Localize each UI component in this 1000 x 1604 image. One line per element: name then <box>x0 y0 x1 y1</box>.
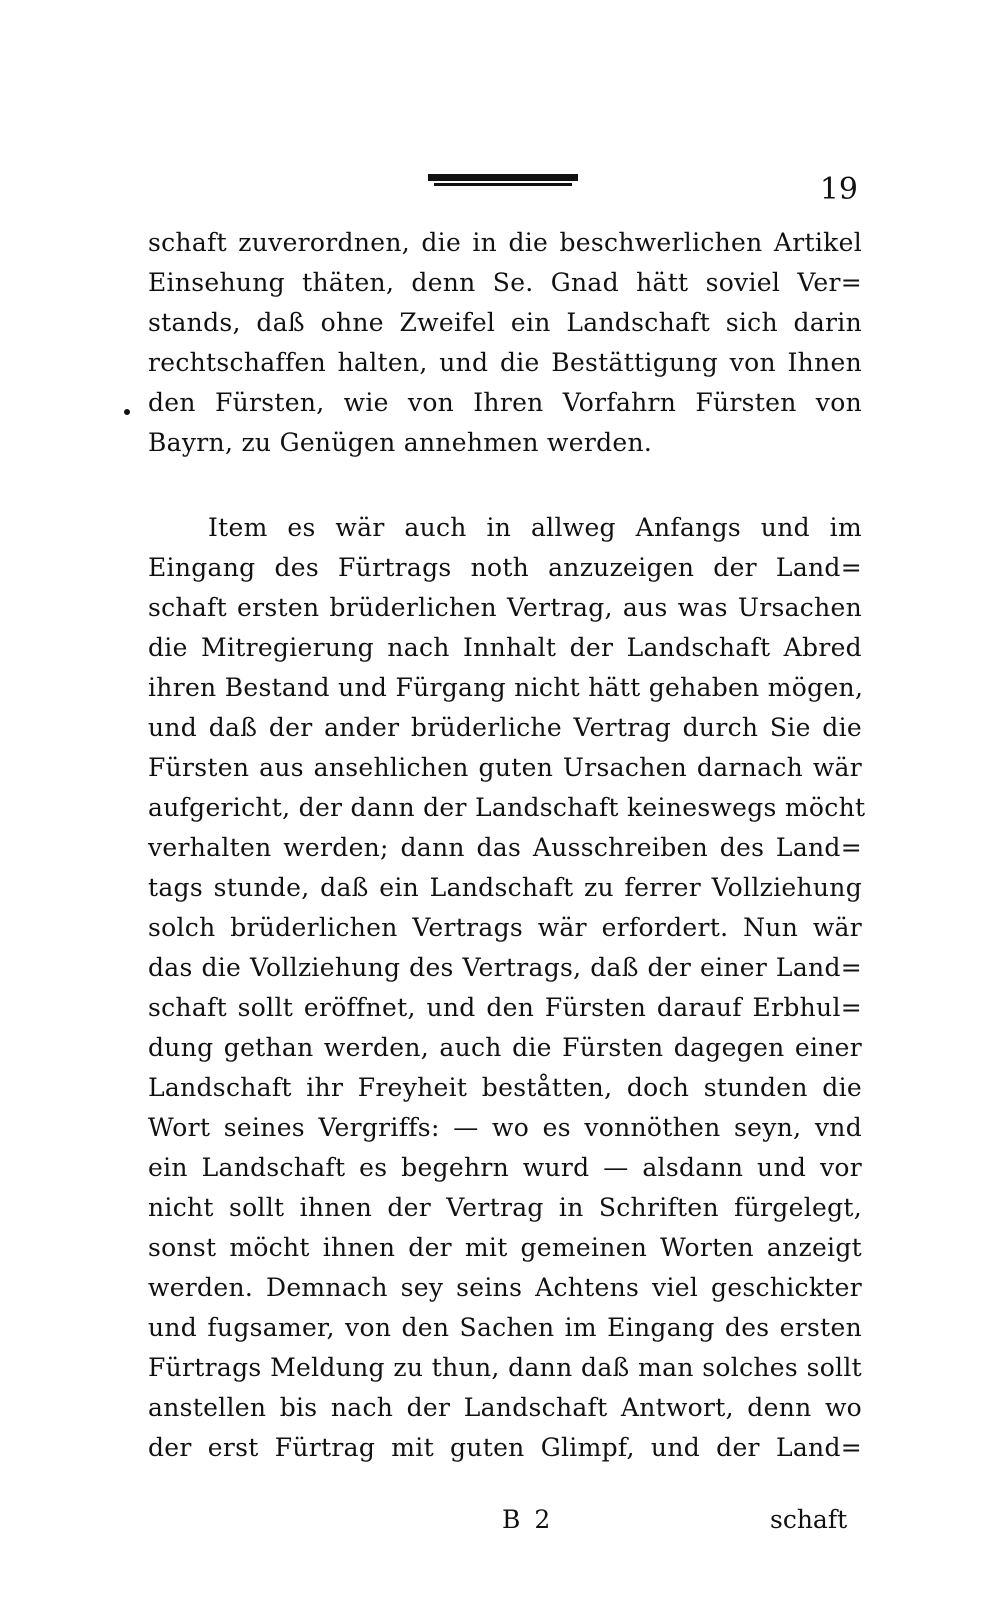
text-line: verhalten werden; dann das Ausschreiben des Land= <box>148 833 862 862</box>
text-line: Einsehung thäten, denn Se. Gnad hätt soviel Ver= <box>148 268 862 297</box>
text-line: Bayrn, zu Genügen annehmen werden. <box>148 428 653 457</box>
text-line: Wort seines Vergriffs: — wo es vonnöthen seyn, vnd <box>148 1113 862 1142</box>
text-line: schaft ersten brüderlichen Vertrag, aus was Ursachen <box>148 593 862 622</box>
text-line: der erst Fürtrag mit guten Glimpf, und der Land= <box>148 1433 862 1462</box>
text-line: rechtschaffen halten, und die Bestättigung von Ihnen <box>148 348 862 377</box>
text-line: solch brüderlichen Vertrags wär erfordert. Nun wär <box>148 913 862 942</box>
text-line: ein Landschaft es begehrn wurd — alsdann und vor <box>148 1153 862 1182</box>
text-line: Landschaft ihr Freyheit beståtten, doch stunden die <box>148 1073 862 1102</box>
text-line: Eingang des Fürtrags noth anzuzeigen der Land= <box>148 553 862 582</box>
text-line: Item es wär auch in allweg Anfangs und im <box>208 513 862 542</box>
text-line: das die Vollziehung des Vertrags, daß der einer Land= <box>148 953 862 982</box>
text-line: ihren Bestand und Fürgang nicht hätt gehaben mögen, <box>148 673 864 702</box>
ornament-bar-thick <box>428 174 578 181</box>
page-number: 19 <box>819 172 858 207</box>
header-ornament <box>428 174 578 188</box>
text-line: nicht sollt ihnen der Vertrag in Schriften fürgelegt, <box>148 1193 862 1222</box>
text-line: schaft zuverordnen, die in die beschwerlichen Artikel <box>148 228 862 257</box>
ornament-bar-thin <box>434 183 572 186</box>
text-line: Fürtrags Meldung zu thun, dann daß man solches sollt <box>148 1353 862 1382</box>
text-line: stands, daß ohne Zweifel ein Landschaft sich darin <box>148 308 862 337</box>
text-line: den Fürsten, wie von Ihren Vorfahrn Fürsten von <box>148 388 862 417</box>
text-line: sonst möcht ihnen der mit gemeinen Worten anzeigt <box>148 1233 862 1262</box>
catchword: schaft <box>770 1505 848 1534</box>
text-line: die Mitregierung nach Innhalt der Landschaft Abred <box>148 633 862 662</box>
text-line: und fugsamer, von den Sachen im Eingang des ersten <box>148 1313 862 1342</box>
text-line: und daß der ander brüderliche Vertrag durch Sie die <box>148 713 862 742</box>
text-line: anstellen bis nach der Landschaft Antwort, denn wo <box>148 1393 862 1422</box>
text-line: aufgericht, der dann der Landschaft keineswegs möcht <box>148 793 866 822</box>
text-line: dung gethan werden, auch die Fürsten dagegen einer <box>148 1033 862 1062</box>
text-line: werden. Demnach sey seins Achtens viel geschickter <box>148 1273 862 1302</box>
text-line: schaft sollt eröffnet, und den Fürsten darauf Erbhul= <box>148 993 862 1022</box>
margin-mark <box>124 409 130 415</box>
text-line: tags stunde, daß ein Landschaft zu ferrer Vollziehung <box>148 873 862 902</box>
text-line: Fürsten aus ansehlichen guten Ursachen darnach wär <box>148 753 862 782</box>
signature-mark: B 2 <box>502 1505 554 1534</box>
